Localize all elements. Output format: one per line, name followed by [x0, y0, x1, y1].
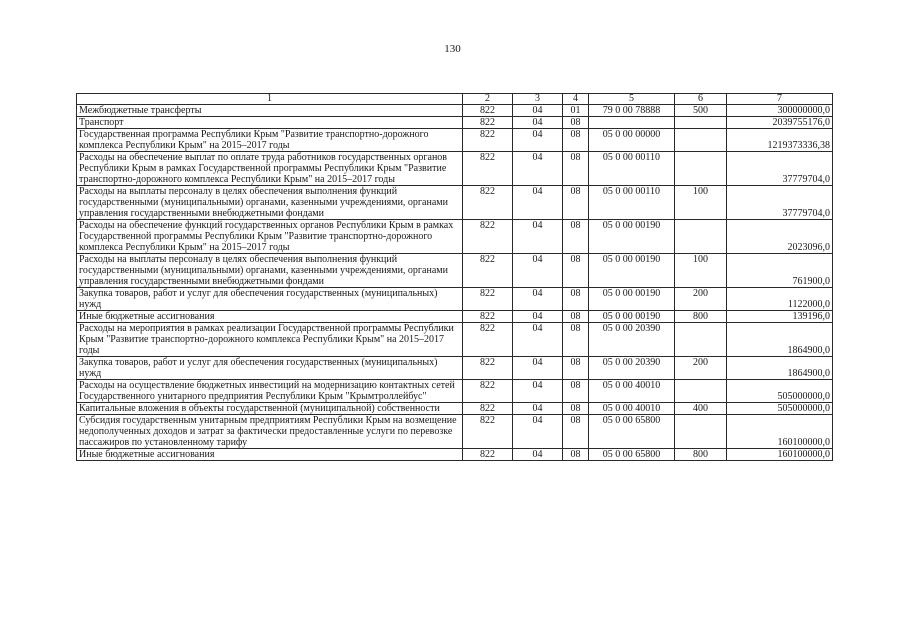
- row-target-article: 05 0 00 00190: [589, 220, 675, 254]
- row-section: 04: [513, 129, 563, 152]
- row-admin-code: 822: [463, 415, 513, 449]
- row-target-article: 05 0 00 00000: [589, 129, 675, 152]
- row-target-article: 05 0 00 00110: [589, 152, 675, 186]
- row-target-article: 05 0 00 00190: [589, 311, 675, 323]
- row-section: 04: [513, 117, 563, 129]
- row-amount: 37779704,0: [727, 186, 833, 220]
- row-admin-code: 822: [463, 186, 513, 220]
- row-expense-type: [675, 220, 727, 254]
- table-row: [77, 152, 833, 186]
- row-section: 04: [513, 288, 563, 311]
- row-expense-type: 800: [675, 311, 727, 323]
- row-amount: 160100000,0: [727, 449, 833, 461]
- row-admin-code: 822: [463, 105, 513, 117]
- row-subsection: 08: [563, 220, 589, 254]
- row-description: Государственная программа Республики Крым "Развитие транспортно-дорожного комплекса Республики Крым" на 2015–2017 годы: [77, 129, 463, 152]
- header-cell-2: 2: [463, 94, 513, 105]
- table-row: [77, 380, 833, 403]
- row-expense-type: [675, 117, 727, 129]
- row-expense-type: 100: [675, 186, 727, 220]
- row-expense-type: [675, 323, 727, 357]
- header-cell-1: 1: [77, 94, 463, 105]
- row-expense-type: 200: [675, 357, 727, 380]
- row-amount: 1864900,0: [727, 323, 833, 357]
- table-header-row: [77, 94, 833, 105]
- row-section: 04: [513, 254, 563, 288]
- row-description: Иные бюджетные ассигнования: [77, 449, 463, 461]
- row-amount: 300000000,0: [727, 105, 833, 117]
- row-subsection: 08: [563, 254, 589, 288]
- header-cell-5: 5: [589, 94, 675, 105]
- row-amount: 139196,0: [727, 311, 833, 323]
- row-subsection: 08: [563, 323, 589, 357]
- row-subsection: 08: [563, 380, 589, 403]
- row-subsection: 08: [563, 357, 589, 380]
- header-cell-3: 3: [513, 94, 563, 105]
- row-description: Транспорт: [77, 117, 463, 129]
- row-target-article: 05 0 00 00190: [589, 288, 675, 311]
- table-row: [77, 129, 833, 152]
- table-row: [77, 415, 833, 449]
- row-expense-type: 100: [675, 254, 727, 288]
- table-row: [77, 323, 833, 357]
- row-expense-type: 400: [675, 403, 727, 415]
- row-subsection: 08: [563, 288, 589, 311]
- row-target-article: [589, 117, 675, 129]
- row-description: Иные бюджетные ассигнования: [77, 311, 463, 323]
- row-section: 04: [513, 403, 563, 415]
- row-admin-code: 822: [463, 403, 513, 415]
- row-section: 04: [513, 220, 563, 254]
- row-amount: 37779704,0: [727, 152, 833, 186]
- row-subsection: 08: [563, 415, 589, 449]
- row-description: Расходы на выплаты персоналу в целях обеспечения выполнения функций государственными (муниципальными) органами, казенными учреждениями, органами управления государственными внебюджетными фондами: [77, 186, 463, 220]
- table-row: [77, 311, 833, 323]
- row-subsection: 08: [563, 403, 589, 415]
- row-section: 04: [513, 415, 563, 449]
- table-row: [77, 220, 833, 254]
- row-section: 04: [513, 449, 563, 461]
- row-expense-type: 200: [675, 288, 727, 311]
- row-expense-type: 800: [675, 449, 727, 461]
- row-admin-code: 822: [463, 288, 513, 311]
- row-subsection: 08: [563, 129, 589, 152]
- row-amount: 2023096,0: [727, 220, 833, 254]
- row-subsection: 08: [563, 311, 589, 323]
- row-subsection: 01: [563, 105, 589, 117]
- row-expense-type: [675, 129, 727, 152]
- row-expense-type: [675, 152, 727, 186]
- row-description: Межбюджетные трансферты: [77, 105, 463, 117]
- row-description: Расходы на обеспечение выплат по оплате труда работников государственных органов Республики Крым в рамках Государственной программы Республики Крым "Развитие транспортно-дорожного комплекса Республики Крым" на 2015–2017 годы: [77, 152, 463, 186]
- row-target-article: 05 0 00 40010: [589, 380, 675, 403]
- row-admin-code: 822: [463, 323, 513, 357]
- row-amount: 2039755176,0: [727, 117, 833, 129]
- row-amount: 1122000,0: [727, 288, 833, 311]
- row-admin-code: 822: [463, 117, 513, 129]
- row-admin-code: 822: [463, 311, 513, 323]
- row-section: 04: [513, 152, 563, 186]
- row-target-article: 79 0 00 78888: [589, 105, 675, 117]
- row-expense-type: 500: [675, 105, 727, 117]
- row-target-article: 05 0 00 65800: [589, 449, 675, 461]
- row-description: Закупка товаров, работ и услуг для обеспечения государственных (муниципальных) нужд: [77, 288, 463, 311]
- row-subsection: 08: [563, 152, 589, 186]
- row-subsection: 08: [563, 449, 589, 461]
- row-description: Расходы на обеспечение функций государственных органов Республики Крым в рамках Государственной программы Республики Крым "Развитие транспортно-дорожного комплекса Республики Крым" на 2015–2017 годы: [77, 220, 463, 254]
- row-subsection: 08: [563, 186, 589, 220]
- row-amount: 160100000,0: [727, 415, 833, 449]
- row-admin-code: 822: [463, 449, 513, 461]
- table-row: [77, 105, 833, 117]
- row-description: Расходы на осуществление бюджетных инвестиций на модернизацию контактных сетей Государственного унитарного предприятия Республики Крым "Крымтроллейбус": [77, 380, 463, 403]
- table-row: [77, 254, 833, 288]
- row-admin-code: 822: [463, 152, 513, 186]
- row-section: 04: [513, 323, 563, 357]
- row-section: 04: [513, 357, 563, 380]
- row-description: Закупка товаров, работ и услуг для обеспечения государственных (муниципальных) нужд: [77, 357, 463, 380]
- row-admin-code: 822: [463, 254, 513, 288]
- row-target-article: 05 0 00 00110: [589, 186, 675, 220]
- row-amount: 1864900,0: [727, 357, 833, 380]
- row-expense-type: [675, 415, 727, 449]
- row-admin-code: 822: [463, 129, 513, 152]
- header-cell-4: 4: [563, 94, 589, 105]
- row-subsection: 08: [563, 117, 589, 129]
- row-description: Расходы на мероприятия в рамках реализации Государственной программы Республики Крым "Развитие транспортно-дорожного комплекса Республики Крым" на 2015–2017 годы: [77, 323, 463, 357]
- budget-table: [76, 93, 833, 461]
- row-target-article: 05 0 00 40010: [589, 403, 675, 415]
- table-row: [77, 117, 833, 129]
- row-amount: 505000000,0: [727, 380, 833, 403]
- row-section: 04: [513, 186, 563, 220]
- row-admin-code: 822: [463, 357, 513, 380]
- row-target-article: 05 0 00 00190: [589, 254, 675, 288]
- row-section: 04: [513, 380, 563, 403]
- header-cell-7: 7: [727, 94, 833, 105]
- table-row: [77, 403, 833, 415]
- row-section: 04: [513, 105, 563, 117]
- row-description: Субсидия государственным унитарным предприятиям Республики Крым на возмещение недополученных доходов и затрат за фактически предоставленные услуги по перевозке пассажиров по установленному тарифу: [77, 415, 463, 449]
- row-expense-type: [675, 380, 727, 403]
- row-amount: 1219373336,38: [727, 129, 833, 152]
- row-amount: 505000000,0: [727, 403, 833, 415]
- row-target-article: 05 0 00 20390: [589, 323, 675, 357]
- row-target-article: 05 0 00 20390: [589, 357, 675, 380]
- row-section: 04: [513, 311, 563, 323]
- table-row: [77, 357, 833, 380]
- row-target-article: 05 0 00 65800: [589, 415, 675, 449]
- row-admin-code: 822: [463, 380, 513, 403]
- row-admin-code: 822: [463, 220, 513, 254]
- row-description: Расходы на выплаты персоналу в целях обеспечения выполнения функций государственными (муниципальными) органами, казенными учреждениями, органами управления государственными внебюджетными фондами: [77, 254, 463, 288]
- row-description: Капитальные вложения в объекты государственной (муниципальной) собственности: [77, 403, 463, 415]
- header-cell-6: 6: [675, 94, 727, 105]
- page-number: 130: [444, 43, 461, 55]
- row-amount: 761900,0: [727, 254, 833, 288]
- table-row: [77, 288, 833, 311]
- table-row: [77, 186, 833, 220]
- table-row: [77, 449, 833, 461]
